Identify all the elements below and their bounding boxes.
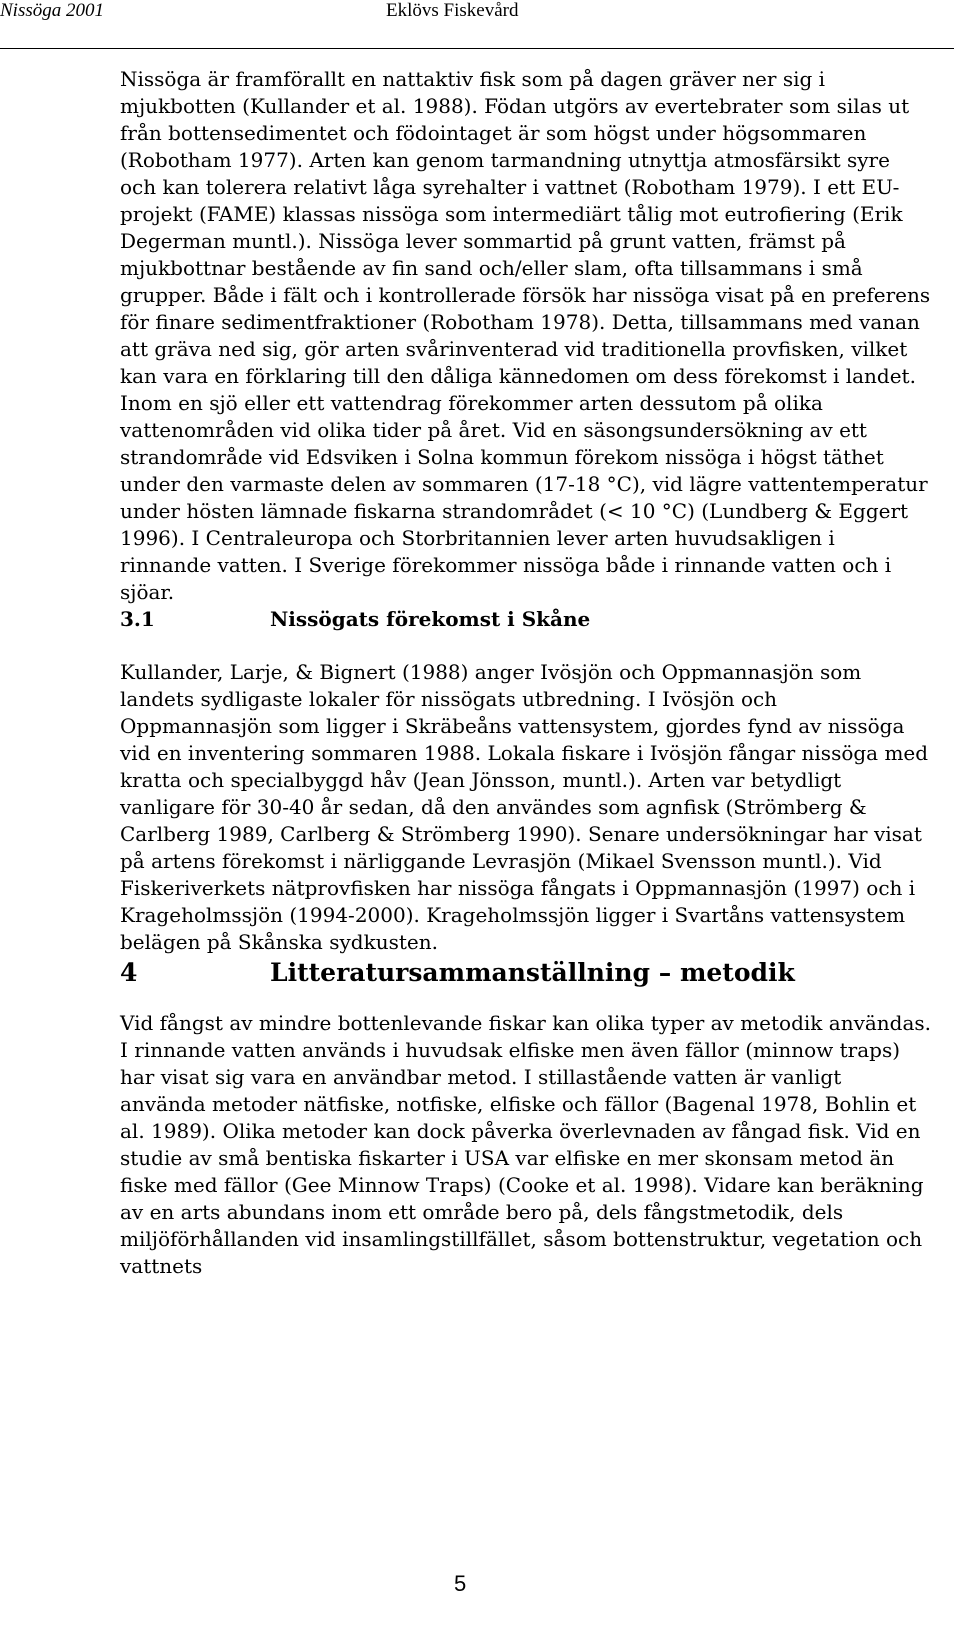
header-center-title: Eklövs Fiskevård <box>386 0 519 21</box>
section-title: Nissögats förekomst i Skåne <box>270 607 591 631</box>
paragraph-4: Vid fångst av mindre bottenlevande fiskar kan olika typer av metodik användas. I rinnande vatten används i huvudsak elfiske men även fällor (minnow traps) har visat sig vara en användbar metod. I stillastående vatten är vanligt använda metoder nätfiske, notfiske, elfiske och fällor (Bagenal 1978, Bohlin et al. 1989). Olika metoder kan dock påverka överlevnaden av fångad fisk. Vid en studie av små bentiska fiskarter i USA var elfiske en mer skonsam metod än fiske med fällor (Gee Minnow Traps) (Cooke et al. 1998). Vidare kan beräkning av en arts abundans inom ett område bero på, dels fångstmetodik, dels miljöförhållanden vid insamlingstillfället, såsom bottenstruktur, vegetation och vattnets <box>120 1011 932 1278</box>
section-title: Litteratursammanställning – metodik <box>270 958 795 987</box>
section-number: 3.1 <box>120 607 155 631</box>
paragraph-3: Kullander, Larje, & Bignert (1988) anger Ivösjön och Oppmannasjön som landets sydligaste lokaler för nissögats utbredning. I Ivösjön och Oppmannasjön som ligger i Skräbeåns vattensystem, gjordes fynd av nissöga vid en inventering sommaren 1988. Lokala fiskare i Ivösjön fångar nissöga med kratta och specialbyggd håv (Jean Jönsson, muntl.). Arten var betydligt vanligare för 30-40 år sedan, då den användes som agnfisk (Strömberg & Carlberg 1989, Carlberg & Strömberg 1990). Senare undersökningar har visat på artens förekomst i närliggande Levrasjön (Mikael Svensson muntl.). Vid Fiskeriverkets nätprovfisken har nissöga fångats i Oppmannasjön (1997) och i Krageholmssjön (1994-2000). Krageholmssjön ligger i Svartåns vattensystem belägen på Skånska sydkusten. <box>120 660 929 954</box>
header-rule <box>0 48 954 49</box>
paragraph-2: Inom en sjö eller ett vattendrag förekommer arten dessutom på olika vattenområden vid olika tider på året. Vid en säsongsundersökning av ett strandområde vid Edsviken i Solna kommun förekom nissöga i högst täthet under den varmaste delen av sommaren (17-18 °C), vid lägre vattentemperatur under hösten lämnade fiskarna strandområdet (< 10 °C) (Lundberg & Eggert 1996). I Centraleuropa och Storbritannien lever arten huvudsakligen i rinnande vatten. I Sverige förekommer nissöga både i rinnande vatten och i sjöar. <box>120 391 928 604</box>
section-number: 4 <box>120 958 138 987</box>
page-number: 5 <box>454 1571 467 1596</box>
document-body <box>120 66 932 1280</box>
section-heading-3-1 <box>120 606 932 633</box>
section-heading-4 <box>120 956 932 990</box>
header-left-title: Nissöga 2001 <box>0 0 104 21</box>
paragraph-1: Nissöga är framförallt en nattaktiv fisk som på dagen gräver ner sig i mjukbotten (Kullander et al. 1988). Födan utgörs av evertebrater som silas ut från bottensedimentet och födointaget är som högst under högsommaren (Robotham 1977). Arten kan genom tarmandning utnyttja atmosfärsikt syre och kan tolerera relativt låga syrehalter i vattnet (Robotham 1979). I ett EU-projekt (FAME) klassas nissöga som intermediärt tålig mot eutrofiering (Erik Degerman muntl.). Nissöga lever sommartid på grunt vatten, främst på mjukbottnar bestående av fin sand och/eller slam, ofta tillsammans i små grupper. Både i fält och i kontrollerade försök har nissöga visat på en preferens för finare sedimentfraktioner (Robotham 1978). Detta, tillsammans med vanan att gräva ned sig, gör arten svårinventerad vid traditionella provfisken, vilket kan vara en förklaring till den dåliga kännedomen om dess förekomst i landet. <box>120 67 931 388</box>
page-header <box>0 0 960 52</box>
